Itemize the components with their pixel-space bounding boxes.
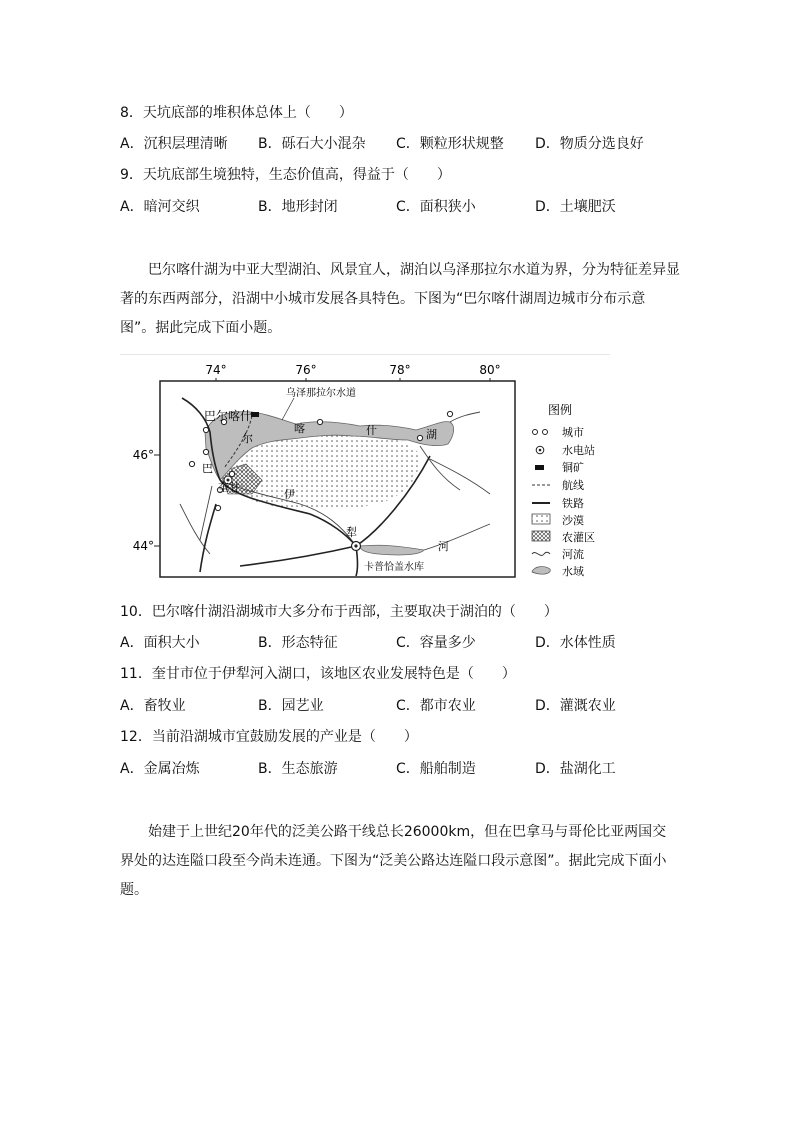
question-12-options <box>120 760 680 778</box>
legend-hydro-dot <box>539 449 542 452</box>
question-10-stem: 10．巴尔喀什湖沿湖城市大多分布于西部，主要取决于湖泊的（ ） <box>120 604 558 620</box>
question-8-options <box>120 135 680 153</box>
question-9-options <box>120 198 680 216</box>
q11-option-d[interactable]: D．灌溉农业 <box>535 698 616 714</box>
lake-char-1: 巴 <box>202 462 213 475</box>
q11-option-c[interactable]: C．都市农业 <box>396 698 476 714</box>
lake-char-4: 什 <box>366 424 377 437</box>
q10-option-b[interactable]: B．形态特征 <box>258 635 338 651</box>
lon-label-76: 76° <box>295 363 317 377</box>
q9-option-c[interactable]: C．面积狭小 <box>396 199 476 215</box>
legend-route: 航线 <box>562 479 584 492</box>
reservoir-label: 卡普恰盖水库 <box>364 562 424 573</box>
legend-river: 河流 <box>562 548 584 561</box>
river-char-1: 伊 <box>284 488 295 501</box>
passage-balkhash: 巴尔喀什湖为中亚大型湖泊、风景宜人，湖泊以乌泽那拉尔水道为界，分为特征差异显著的东西两部分，沿湖中小城市发展各具特色。下图为“巴尔喀什湖周边城市分布示意图”。据此完成下面小题。 <box>120 262 680 336</box>
q11-option-b[interactable]: B．园艺业 <box>258 698 324 714</box>
legend-desert-symbol <box>532 514 550 524</box>
river-char-2: 犁 <box>346 526 357 539</box>
q9-option-b[interactable]: B．地形封闭 <box>258 199 338 215</box>
q10-option-a[interactable]: A．面积大小 <box>120 635 200 651</box>
hydropower-station-dot <box>354 544 357 547</box>
lat-label-44: 44° <box>132 539 154 553</box>
copper-mine <box>251 412 259 417</box>
question-10-options <box>120 634 680 652</box>
q9-option-d[interactable]: D．土壤肥沃 <box>535 199 616 215</box>
question-11-options <box>120 697 680 715</box>
question-11-stem: 11．奎甘市位于伊犁河入湖口，该地区农业发展特色是（ ） <box>120 666 516 682</box>
balkhash-city-label: 巴尔喀什 <box>204 409 253 423</box>
legend-title: 图例 <box>548 403 573 417</box>
legend-copper-symbol <box>535 465 544 470</box>
legend-river-symbol <box>532 552 550 555</box>
passage-panamerican: 始建于上世纪20年代的泛美公路干线总长26000km，但在巴拿马与哥伦比亚两国交界处的达连隘口段至今尚未连通。下图为“泛美公路达连隘口段示意图”。据此完成下面小题。 <box>120 824 667 898</box>
legend-irrigation-symbol <box>532 531 550 541</box>
strait-label: 乌泽那拉尔水道 <box>286 388 356 399</box>
legend-copper: 铜矿 <box>562 461 584 474</box>
legend-irrigation: 农灌区 <box>562 531 595 544</box>
q8-option-c[interactable]: C．颗粒形状规整 <box>396 136 504 152</box>
legend-city-symbol-2 <box>543 430 548 435</box>
lon-label-74: 74° <box>205 363 227 377</box>
river-char-3: 河 <box>438 540 449 553</box>
lon-label-80: 80° <box>479 363 501 377</box>
q9-option-a[interactable]: A．暗河交织 <box>120 199 200 215</box>
q8-option-a[interactable]: A．沉积层理清晰 <box>120 136 228 152</box>
q12-option-c[interactable]: C．船舶制造 <box>396 761 476 777</box>
q10-option-d[interactable]: D．水体性质 <box>535 635 616 651</box>
legend-water: 水域 <box>562 565 584 578</box>
lake-char-3: 喀 <box>294 422 305 435</box>
q11-option-a[interactable]: A．畜牧业 <box>120 698 186 714</box>
question-8-stem: 8．天坑底部的堆积体总体上（ ） <box>120 105 353 121</box>
legend-desert: 沙漠 <box>562 514 584 527</box>
q12-option-b[interactable]: B．生态旅游 <box>258 761 338 777</box>
question-9-stem: 9．天坑底部生境独特，生态价值高，得益于（ ） <box>120 167 451 183</box>
lake-char-2: 尔 <box>242 432 253 445</box>
balkhash-map <box>120 354 610 582</box>
q12-option-a[interactable]: A．金属冶炼 <box>120 761 200 777</box>
lon-label-78: 78° <box>389 363 411 377</box>
lat-label-46: 46° <box>132 448 154 462</box>
balkhash-map-figure <box>120 354 610 582</box>
legend-city: 城市 <box>562 426 584 439</box>
q10-option-c[interactable]: C．容量多少 <box>396 635 476 651</box>
question-12-stem: 12．当前沿湖城市宜鼓励发展的产业是（ ） <box>120 729 418 745</box>
legend-hydro: 水电站 <box>562 444 595 457</box>
legend-city-symbol <box>533 430 538 435</box>
q8-option-d[interactable]: D．物质分选良好 <box>535 136 644 152</box>
lake-char-5: 湖 <box>426 428 437 441</box>
legend-rail: 铁路 <box>562 497 584 510</box>
kuigan-label: 奎甘 <box>218 481 240 494</box>
q12-option-d[interactable]: D．盐湖化工 <box>535 761 616 777</box>
map-legend <box>532 402 595 578</box>
q8-option-b[interactable]: B．砾石大小混杂 <box>258 136 366 152</box>
legend-water-symbol <box>532 567 550 575</box>
